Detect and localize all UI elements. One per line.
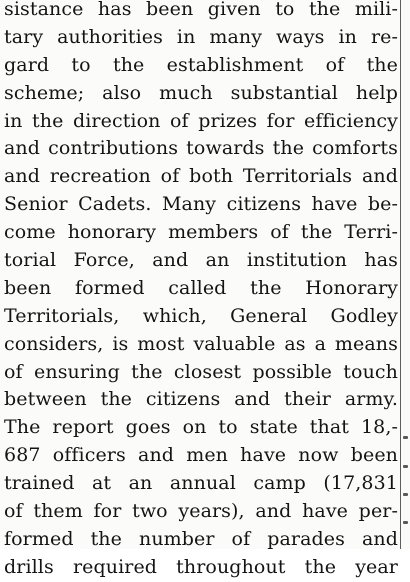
article-line: trained at an annual camp (17,831 <box>4 472 398 495</box>
ink-fragment <box>403 521 408 524</box>
article-line: drills required throughout the year <box>4 555 398 578</box>
adjacent-column-fragments <box>402 0 410 549</box>
article-line: sistance has been given to the mili- <box>4 0 398 20</box>
column-rule <box>400 0 401 549</box>
article-line: torial Force, and an institution has <box>4 249 398 272</box>
article-line: tary authorities in many ways in re- <box>4 25 398 48</box>
article-line: of ensuring the closest possible touch <box>4 360 398 383</box>
article-line: scheme; also much substantial help <box>4 81 398 104</box>
article-line: and contributions towards the comforts <box>4 137 398 160</box>
article-column <box>4 0 398 582</box>
article-line: between the citizens and their army. <box>4 388 398 411</box>
article-line: Senior Cadets. Many citizens have be- <box>4 193 398 216</box>
ink-fragment <box>403 493 408 496</box>
article-line: and recreation of both Territorials and <box>4 165 398 188</box>
ink-fragment <box>403 465 408 468</box>
article-line: considers, is most valuable as a means <box>4 332 398 355</box>
article-line: gard to the establishment of the <box>4 53 398 76</box>
article-line: in the direction of prizes for efficiency <box>4 109 398 132</box>
article-line: 687 officers and men have now been <box>4 444 398 467</box>
ink-fragment <box>403 436 408 439</box>
article-line: come honorary members of the Terri- <box>4 221 398 244</box>
article-line: Territorials, which, General Godley <box>4 304 398 327</box>
article-line: of them for two years), and have per- <box>4 500 398 523</box>
article-line: The report goes on to state that 18,- <box>4 416 398 439</box>
article-line: formed the number of parades and <box>4 527 398 550</box>
article-line: been formed called the Honorary <box>4 276 398 299</box>
